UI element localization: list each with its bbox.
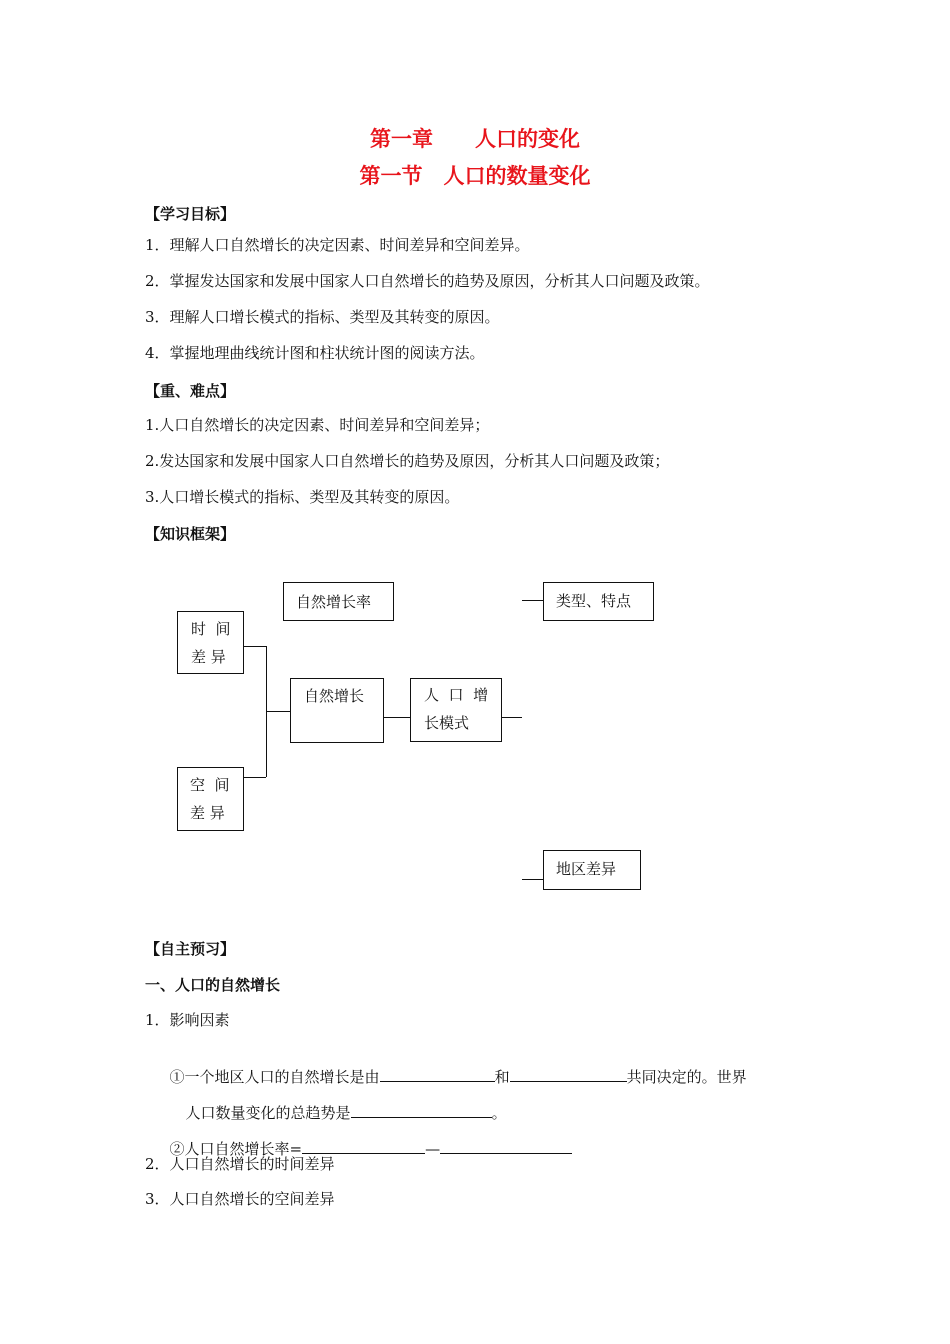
connector-line (502, 717, 522, 718)
box-growth-model (410, 678, 502, 742)
connector-line (522, 600, 543, 601)
box-label: 差 异 (191, 648, 226, 666)
connector-line (243, 646, 266, 647)
chapter-title: 第一章 人口的变化 (370, 127, 580, 151)
preview-heading: 【自主预习】 (145, 940, 236, 958)
keypoint-item: 1.人口自然增长的决定因素、时间差异和空间差异； (145, 416, 490, 434)
box-label: 长模式 (424, 714, 470, 732)
connector-line (243, 777, 266, 778)
box-label: 空 间 (190, 776, 230, 794)
question-text: — (425, 1140, 441, 1158)
connector-line (384, 717, 411, 718)
box-label: 人 口 增 (424, 686, 489, 704)
fill-blank-trend[interactable] (351, 1102, 492, 1118)
goal-item: 2．掌握发达国家和发展中国家人口自然增长的趋势及原因，分析其人口问题及政策。 (145, 272, 710, 290)
box-label: 类型、特点 (556, 592, 632, 610)
fill-blank-rate-a[interactable] (302, 1138, 425, 1154)
question-text: 共同决定的。世界 (626, 1068, 747, 1086)
section1-heading: 一、人口的自然增长 (145, 976, 281, 994)
box-space-difference (177, 767, 244, 831)
box-time-difference (177, 611, 244, 674)
box-natural-growth-rate (283, 582, 394, 621)
keypoint-item: 3.人口增长模式的指标、类型及其转变的原因。 (145, 488, 460, 506)
goal-item: 3．理解人口增长模式的指标、类型及其转变的原因。 (145, 308, 500, 326)
box-label: 差 异 (190, 804, 225, 822)
connector-line (522, 879, 543, 880)
connector-line (266, 711, 291, 712)
fill-blank-birth[interactable] (380, 1066, 495, 1082)
question-1 (160, 1046, 747, 1087)
box-label: 地区差异 (556, 860, 617, 878)
question-text: 。 (491, 1104, 507, 1122)
item-factors: 1．影响因素 (145, 1011, 230, 1029)
question-text: 和 (494, 1068, 510, 1086)
box-natural-growth (290, 678, 384, 743)
box-label: 自然增长率 (296, 593, 372, 611)
framework-heading: 【知识框架】 (145, 525, 236, 543)
question-text: ②人口自然增长率= (169, 1140, 303, 1158)
fill-blank-rate-b[interactable] (440, 1138, 572, 1154)
question-text: ①一个地区人口的自然增长是由 (169, 1068, 380, 1086)
fill-blank-death[interactable] (510, 1066, 627, 1082)
section-title: 第一节 人口的数量变化 (359, 164, 591, 188)
box-regional-difference (543, 850, 641, 890)
box-label: 时 间 (191, 620, 231, 638)
keypoints-heading: 【重、难点】 (145, 382, 236, 400)
question-2 (160, 1118, 572, 1159)
goal-item: 1．理解人口自然增长的决定因素、时间差异和空间差异。 (145, 236, 530, 254)
question-text: 人口数量变化的总趋势是 (185, 1104, 351, 1122)
question-1-continued (176, 1082, 507, 1123)
item-space-difference: 3．人口自然增长的空间差异 (145, 1190, 335, 1208)
keypoint-item: 2.发达国家和发展中国家人口自然增长的趋势及原因，分析其人口问题及政策； (145, 452, 670, 470)
goals-heading: 【学习目标】 (145, 205, 236, 223)
goal-item: 4．掌握地理曲线统计图和柱状统计图的阅读方法。 (145, 344, 485, 362)
item-time-difference: 2．人口自然增长的时间差异 (145, 1155, 335, 1173)
box-label: 自然增长 (304, 687, 365, 705)
box-types-features (543, 582, 654, 621)
